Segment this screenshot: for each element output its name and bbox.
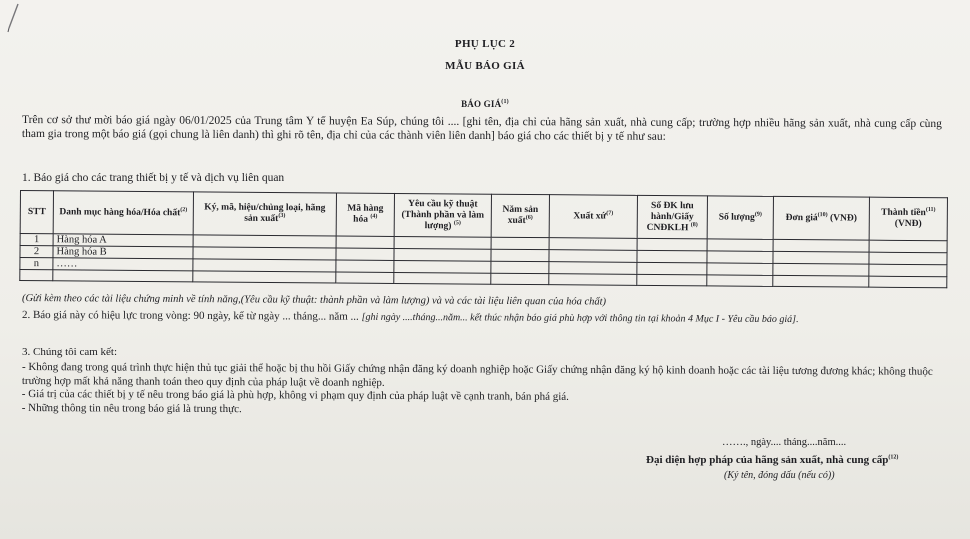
commitment-item: - Giá trị của các thiết bị y tế nêu trong báo giá là phù hợp, không vi phạm quy định của pháp luật về cạnh tranh, bán phá giá. [21, 387, 569, 403]
row-stt: 1 [20, 234, 53, 246]
appendix-title: PHỤ LỤC 2 [454, 38, 516, 50]
validity-paragraph: 2. Báo giá này có hiệu lực trong vòng: 90 ngày, kể từ ngày ... tháng... năm ... [ghi ngày ....tháng...năm... kết thúc nhận báo giá phù hợp với thông tin tại khoản 4 Mục I - Yêu cầu báo giá]. [21, 309, 799, 326]
header-registration: Số ĐK lưu hành/Giấy CNĐKLH $^{(8)}$ [637, 195, 707, 239]
quote-title: BÁO GIÁ$^{(1)}$ [461, 99, 509, 109]
pen-mark-icon [4, 2, 22, 34]
commitment-item: - Những thông tin nêu trong báo giá là trung thực. [21, 401, 242, 415]
intro-paragraph: Trên cơ sở thư mời báo giá ngày 06/01/2025 của Trung tâm Y tế huyện Ea Súp, chúng tôi .... [ghi tên, địa chỉ của hãng sản xuất, nhà cung cấp; trường hợp nhiều hãng sản xuất, nhà cung cấp cùng tham gia trong một báo giá (gọi chung là liên danh) thì ghi rõ tên, địa chỉ của các thành viên liên danh] báo giá cho các thiết bị y tế như sau: [21, 113, 942, 143]
row-item: Hàng hóa B [53, 246, 193, 259]
header-year: Năm sản xuất$^{(6)}$ [491, 194, 549, 237]
header-unit-price: Đơn giá$^{(10)}$ (VNĐ) [773, 196, 869, 240]
header-tech-req: Yêu cầu kỹ thuật (Thành phần và làm lượng) $^{(5)}$ [394, 193, 491, 237]
header-item-list: Danh mục hàng hóa/Hóa chất$^{(2)}$ [53, 191, 193, 235]
commitments-title: 3. Chúng tôi cam kết: [22, 346, 118, 358]
form-title: MẪU BÁO GIÁ [445, 60, 525, 72]
row-item: Hàng hóa A [53, 234, 193, 247]
table-header-row [20, 191, 947, 241]
commitment-item: - Không đang trong quá trình thực hiện thủ tục giải thể hoặc bị thu hồi Giấy chứng nhận đăng ký doanh nghiệp hoặc Giấy chứng nhận đăng ký hộ kinh doanh hoặc các tài liệu tương đương khác; không thuộc trường hợp mất khả năng thanh toán theo quy định của pháp luật về doanh nghiệp. [21, 361, 933, 389]
header-stt: STT [20, 191, 53, 234]
header-origin: Xuất xứ$^{(7)}$ [549, 195, 637, 239]
header-item-code: Mã hàng hóa $^{(4)}$ [336, 193, 394, 236]
date-line: ……., ngày.... tháng....năm.... [722, 437, 847, 448]
row-stt: n [20, 258, 53, 270]
commitments-list [22, 361, 942, 420]
section-1-label: 1. Báo giá cho các trang thiết bị y tế và dịch vụ liên quan [22, 172, 285, 184]
attachment-note: (Gửi kèm theo các tài liệu chứng minh về tính năng,(Yêu cầu kỹ thuật: thành phần và làm lượng) và và các tài liệu liên quan của hóa chất) [21, 293, 607, 308]
header-model: Ký, mã, hiệu/chủng loại, hãng sản xuất$^{(3)}$ [193, 192, 336, 236]
row-stt: 2 [20, 246, 53, 258]
row-item: …… [53, 258, 193, 271]
signer-title: Đại diện hợp pháp của hãng sản xuất, nhà cung cấp$^{(12)}$ [646, 454, 899, 466]
header-amount: Thành tiền$^{(11)}$ (VNĐ) [869, 197, 947, 241]
header-quantity: Số lượng$^{(9)}$ [707, 196, 773, 240]
quote-table [19, 190, 948, 288]
signer-note: (Ký tên, đóng dấu (nếu có)) [724, 470, 835, 481]
